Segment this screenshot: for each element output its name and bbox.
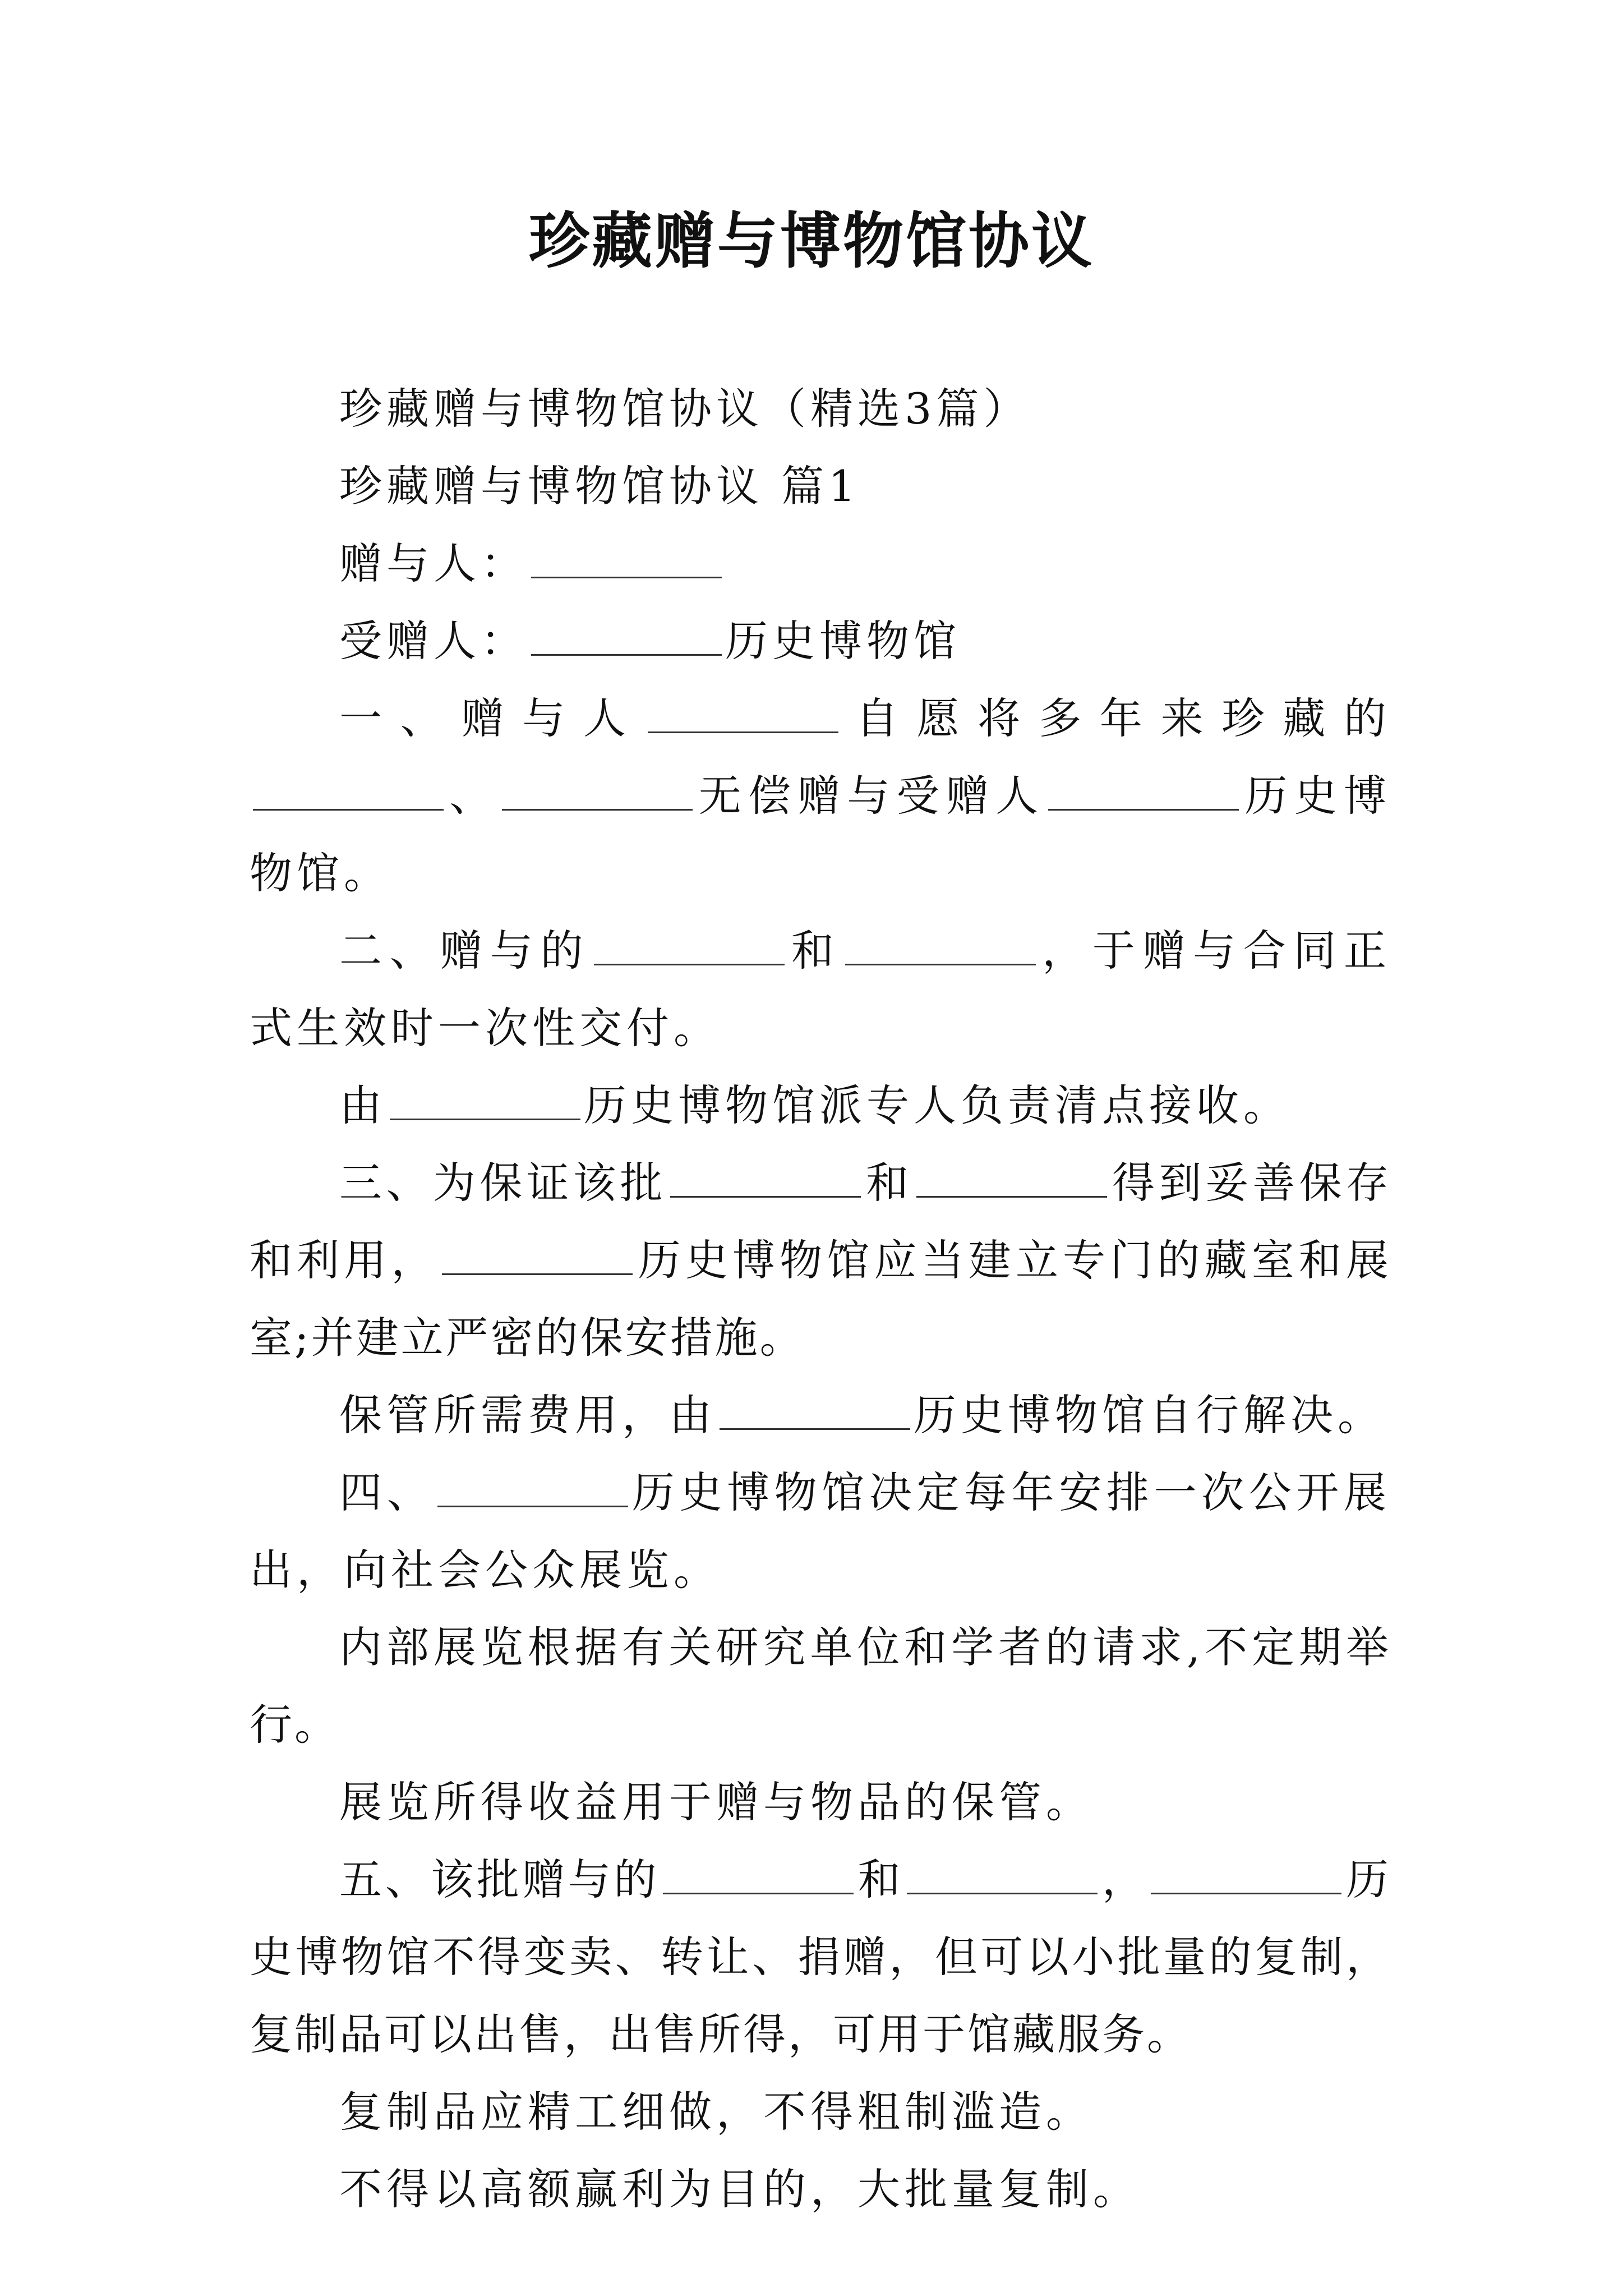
paragraph-donor <box>250 525 1391 602</box>
text-segment: 和 <box>788 926 842 976</box>
blank-fill-line <box>253 770 444 811</box>
text-segment: 历史博物馆决定每年安排一次公开展出，向社会公众展览。 <box>250 1467 1391 1595</box>
text-segment: 二、赠与的 <box>339 926 591 976</box>
text-segment: 内部展览根据有关研究单位和学者的请求,不定期举行。 <box>250 1622 1391 1750</box>
blank-fill-line <box>648 692 838 733</box>
text-segment: 、 <box>447 771 499 821</box>
blank-fill-line <box>663 1853 854 1894</box>
text-segment: ， <box>1101 1855 1148 1904</box>
paragraph-clause-5-limit <box>250 2151 1391 2228</box>
paragraph-clause-5 <box>250 1841 1391 2073</box>
paragraph-recipient <box>250 602 1391 680</box>
paragraph-subtitle <box>250 370 1391 448</box>
text-segment: 赠与人： <box>339 539 528 588</box>
text-segment: 珍藏赠与博物馆协议（精选3篇） <box>339 384 1031 434</box>
text-segment: 无偿赠与受赠人 <box>696 771 1045 821</box>
text-segment: 和 <box>864 1158 913 1208</box>
paragraph-section-heading <box>250 448 1391 525</box>
blank-fill-line <box>1048 770 1239 811</box>
paragraph-clause-5-quality <box>250 2073 1391 2151</box>
text-segment: 得到妥善保存和利用， <box>250 1158 1391 1285</box>
text-segment: 受赠人： <box>339 616 528 666</box>
text-segment: 历史博物馆 <box>725 616 961 666</box>
text-segment: 历史博物馆应当建立专门的藏室和展室;并建立严密的保安措施。 <box>250 1235 1391 1363</box>
text-segment: 四、 <box>339 1467 435 1517</box>
text-segment: 珍藏赠与博物馆协议 篇1 <box>339 461 860 511</box>
blank-fill-line <box>670 1157 861 1198</box>
text-segment: 五、该批赠与的 <box>339 1855 660 1904</box>
blank-fill-line <box>502 770 693 811</box>
text-segment: 展览所得收益用于赠与物品的保管。 <box>339 1777 1093 1827</box>
text-segment: 自愿将多年来珍藏的 <box>841 693 1391 743</box>
blank-fill-line <box>531 537 722 578</box>
paragraph-clause-2-receipt <box>250 1067 1391 1144</box>
blank-fill-line <box>437 1466 628 1507</box>
text-segment: 历史博物馆不得变卖、转让、捐赠，但可以小批量的复制，复制品可以出售，出售所得，可用于馆藏服务。 <box>250 1855 1391 2059</box>
blank-fill-line <box>390 1079 580 1120</box>
paragraph-clause-4-proceeds <box>250 1764 1391 1841</box>
text-segment: 保管所需费用，由 <box>339 1390 716 1440</box>
document-body <box>250 370 1391 2228</box>
blank-fill-line <box>594 924 785 965</box>
paragraph-clause-3 <box>250 1144 1391 1377</box>
blank-fill-line <box>916 1157 1107 1198</box>
blank-fill-line <box>531 615 722 656</box>
paragraph-clause-2 <box>250 912 1391 1067</box>
text-segment: 历史博物馆。 <box>250 771 1391 898</box>
text-segment: 复制品应精工细做，不得粗制滥造。 <box>339 2087 1093 2137</box>
paragraph-clause-4 <box>250 1454 1391 1609</box>
text-segment: 历史博物馆派专人负责清点接收。 <box>584 1080 1290 1130</box>
paragraph-clause-1 <box>250 680 1391 912</box>
document-title: 珍藏赠与博物馆协议 <box>528 206 1094 277</box>
paragraph-clause-4-internal <box>250 1609 1391 1764</box>
blank-fill-line <box>907 1853 1098 1894</box>
text-segment: 和 <box>857 1855 904 1904</box>
blank-fill-line <box>845 924 1036 965</box>
text-segment: ，于赠与合同正式生效时一次性交付。 <box>250 926 1391 1053</box>
blank-fill-line <box>1151 1853 1341 1894</box>
blank-fill-line <box>720 1389 910 1430</box>
text-segment: 不得以高额赢利为目的，大批量复制。 <box>339 2164 1140 2214</box>
paragraph-clause-3-costs <box>250 1377 1391 1454</box>
text-segment: 一、赠与人 <box>339 693 644 743</box>
text-segment: 历史博物馆自行解决。 <box>914 1390 1385 1440</box>
text-segment: 三、为保证该批 <box>339 1158 667 1208</box>
text-segment: 由 <box>339 1080 386 1130</box>
blank-fill-line <box>442 1234 633 1275</box>
